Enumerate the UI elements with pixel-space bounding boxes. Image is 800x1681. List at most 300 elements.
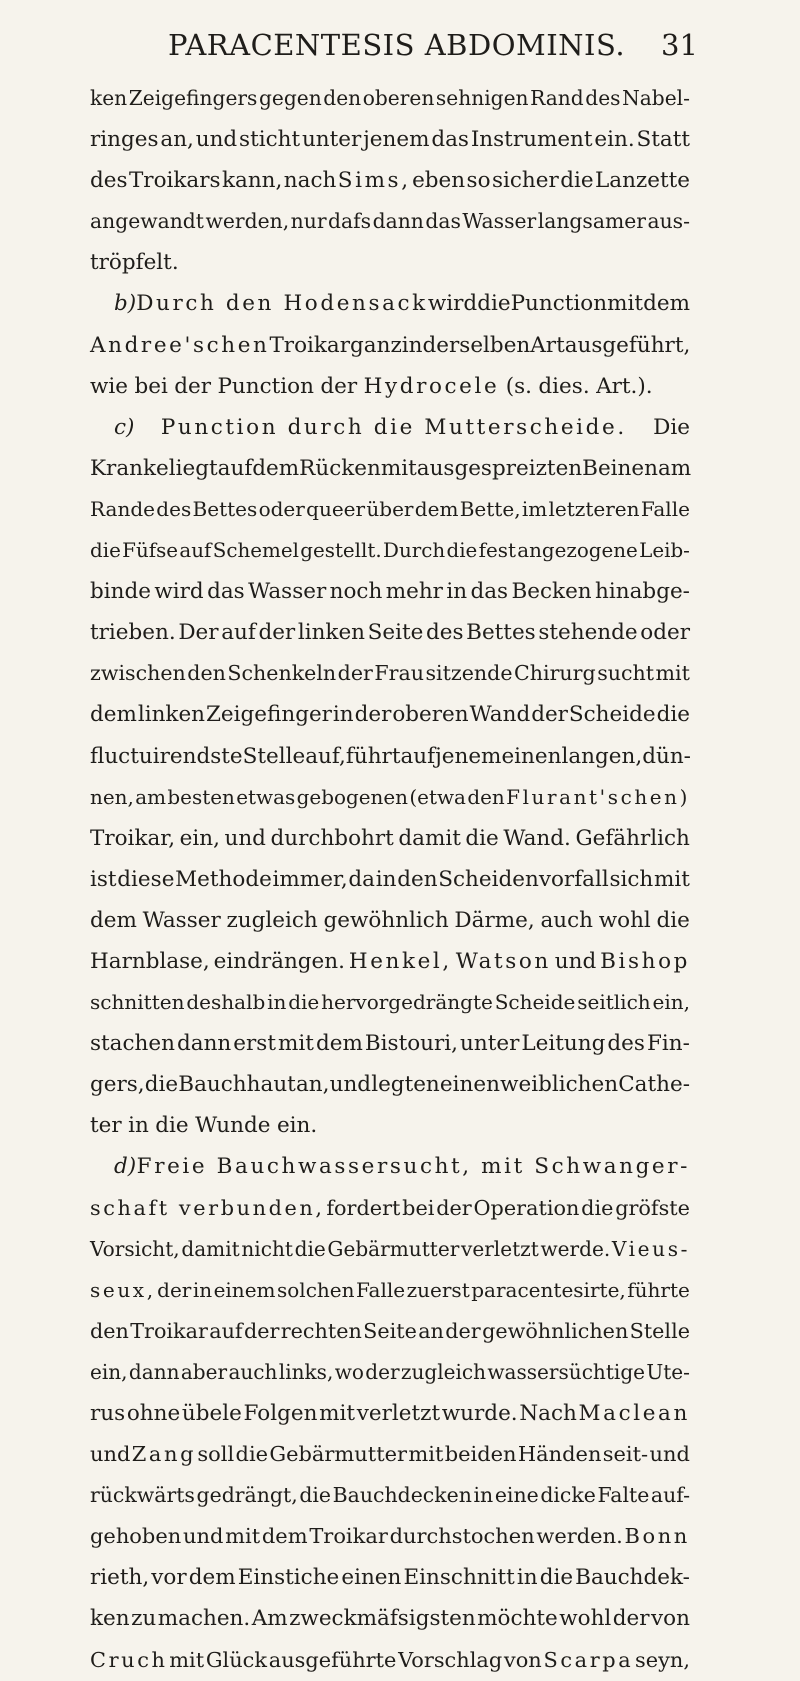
word: auf	[217, 455, 253, 481]
word: angewandt	[90, 209, 204, 234]
word: gegen	[258, 86, 322, 110]
word: Durch	[383, 539, 446, 563]
word: machen.	[157, 1606, 251, 1632]
word: mehr	[385, 579, 443, 605]
word: Händen	[517, 1442, 602, 1467]
word: Leitung	[521, 1031, 606, 1057]
word: gers,	[90, 1072, 145, 1098]
word: die	[560, 168, 594, 194]
word: linken	[297, 620, 366, 646]
word: am	[135, 784, 167, 809]
word: Rand	[530, 86, 584, 110]
word: Seite	[367, 620, 424, 646]
word: diese	[117, 866, 175, 892]
word: des	[425, 620, 464, 646]
text-line	[90, 818, 690, 859]
word: des	[585, 86, 621, 110]
word: dicke	[540, 1483, 596, 1508]
word: Art	[530, 332, 565, 358]
word: Bette,	[459, 496, 521, 521]
word: Därme,	[454, 907, 535, 933]
word: da	[348, 866, 375, 892]
word: der	[258, 620, 296, 646]
word: seitlich	[577, 990, 651, 1015]
word: dem	[188, 1565, 236, 1591]
text-line	[90, 1516, 690, 1557]
word: in	[267, 990, 287, 1015]
word: Nabel-	[622, 86, 690, 110]
word: die	[446, 539, 478, 563]
word: Operation	[473, 1195, 580, 1220]
word: Punction durch die Mutterscheide.	[160, 414, 627, 440]
text-line	[90, 78, 690, 119]
word: in	[332, 702, 354, 728]
text-line	[90, 1023, 690, 1064]
word: Scheide	[568, 702, 656, 728]
word: Falte	[597, 1483, 650, 1508]
word: einen	[501, 743, 562, 769]
word: Einschnitt	[403, 1565, 515, 1591]
text-line	[90, 612, 690, 653]
word: derselben	[422, 332, 531, 358]
word: langsamer	[537, 209, 646, 234]
word: auf	[221, 620, 256, 646]
word: tröpfelt.	[90, 250, 179, 276]
word: Art.).	[596, 373, 653, 399]
word: übele	[181, 1401, 242, 1426]
word: wurde.	[441, 1401, 518, 1426]
word: dem	[90, 702, 137, 728]
word: gröfste	[615, 1195, 690, 1220]
word: Troikar	[269, 332, 351, 358]
word: ganz	[350, 332, 402, 358]
word: möchte	[477, 1606, 558, 1632]
word: wie	[90, 373, 129, 399]
word: jenem	[363, 127, 430, 153]
word: die	[155, 1113, 189, 1139]
word: (etwa	[409, 784, 466, 809]
word: seux,	[90, 1277, 156, 1302]
word: unter	[460, 1031, 520, 1057]
word: dann	[128, 1359, 180, 1384]
word: ringes	[90, 127, 159, 153]
word: dün-	[642, 743, 691, 769]
word: den	[467, 784, 505, 809]
word: das	[425, 209, 461, 234]
word: Rücken	[299, 455, 381, 481]
word: damit	[181, 1236, 240, 1261]
word: hinabge-	[595, 579, 690, 605]
word: gewöhnlich	[323, 907, 449, 933]
word: gewöhnlichen	[482, 1318, 629, 1343]
word: der	[354, 702, 392, 728]
word: Falle	[356, 1277, 406, 1302]
text-line	[90, 448, 690, 489]
word: mit	[654, 866, 690, 892]
word: Vorschlag	[398, 1647, 503, 1672]
word: stehende	[538, 620, 638, 646]
word: eben	[412, 168, 466, 194]
word: mit	[169, 1647, 205, 1672]
word: unter	[301, 127, 362, 153]
word: im	[521, 496, 548, 521]
word: Watson	[455, 948, 551, 974]
word: rechten	[280, 1318, 362, 1343]
word: Kranke	[90, 455, 169, 481]
word: am	[657, 455, 692, 481]
word: die	[288, 990, 320, 1015]
word: Bauchhaut	[178, 1072, 296, 1098]
word: Folgen	[243, 1401, 318, 1426]
word: dem	[261, 1524, 308, 1549]
word: einen	[341, 1565, 402, 1591]
word: die	[477, 291, 511, 317]
text-line	[90, 1393, 690, 1434]
word: den	[397, 866, 438, 892]
word: Cathe-	[618, 1072, 690, 1098]
word: jenem	[435, 743, 502, 769]
word: letzteren	[548, 496, 640, 521]
word: zweckmäfsigsten	[289, 1606, 476, 1632]
word: (s.	[505, 373, 532, 399]
word: zwischen	[90, 661, 186, 686]
word: Troikar	[309, 1524, 388, 1549]
word: auf-	[650, 1483, 690, 1508]
word: auch	[228, 1359, 278, 1384]
word: von	[651, 1606, 690, 1632]
word: queer	[306, 496, 366, 521]
word: solchen	[276, 1277, 355, 1302]
word: legten	[371, 1072, 440, 1098]
word: hervorgedrängte	[321, 990, 493, 1015]
word: die	[465, 825, 499, 851]
word: mit	[607, 291, 644, 317]
word: in	[446, 579, 468, 605]
word: oder	[640, 620, 690, 646]
word: führt	[345, 743, 401, 769]
word: eindrängen.	[213, 948, 345, 974]
word: liegt	[168, 455, 218, 481]
word: nur	[290, 209, 327, 234]
word: Scarpa	[543, 1647, 634, 1672]
word: aus-	[647, 209, 690, 234]
text-line	[90, 1598, 690, 1639]
word: Leib-	[639, 539, 690, 563]
word: das	[431, 127, 469, 153]
word: Wand	[469, 702, 531, 728]
word: Statt	[636, 127, 690, 153]
word: die	[299, 1483, 332, 1508]
word: Maclean	[578, 1401, 690, 1426]
word: und	[224, 825, 266, 851]
word: links,	[278, 1359, 334, 1384]
word: auf	[400, 743, 436, 769]
word: Am	[251, 1606, 288, 1632]
word: bei	[402, 1195, 435, 1220]
word: Stelle	[629, 1318, 690, 1343]
word: oberen	[362, 86, 435, 110]
word: b)	[114, 291, 137, 317]
word: dem	[315, 1031, 363, 1057]
word: oder	[258, 496, 305, 521]
text-line	[90, 1229, 690, 1270]
word: zugleich	[226, 907, 318, 933]
word: der	[365, 1359, 400, 1384]
word: Becken	[511, 579, 592, 605]
word: Scheidenvorfall	[438, 866, 609, 892]
word: Gebärmutter	[327, 1236, 460, 1261]
word: der	[337, 661, 373, 686]
body-text	[90, 78, 690, 1681]
text-line	[90, 160, 690, 201]
text-line	[90, 1640, 690, 1681]
word: Henkel,	[348, 948, 452, 974]
word: Bistouri,	[364, 1031, 458, 1057]
word: trieben.	[90, 620, 176, 646]
word: fest	[478, 539, 516, 563]
word: ken	[90, 1606, 130, 1632]
word: einen	[439, 1072, 500, 1098]
word: mit	[408, 1442, 444, 1467]
word: aber	[180, 1359, 228, 1384]
word: Chirurg	[514, 661, 596, 686]
word: dem	[643, 291, 690, 317]
word: Bettes	[192, 496, 258, 521]
word: Nach	[519, 1401, 577, 1426]
word: dem	[252, 455, 300, 481]
word: des	[90, 168, 128, 194]
word: auf	[209, 1318, 243, 1343]
word: Der	[178, 620, 219, 646]
word: ohne	[126, 1401, 181, 1426]
word: die	[235, 1442, 269, 1467]
word: den	[90, 1318, 129, 1343]
word: Schenkeln	[227, 661, 337, 686]
word: beiden	[444, 1442, 517, 1467]
word: Stelle	[242, 743, 306, 769]
word: seyn,	[635, 1647, 690, 1672]
word: werde.	[540, 1236, 611, 1261]
word: in	[192, 1277, 213, 1302]
word: Vieus-	[611, 1236, 690, 1261]
word: die	[294, 1236, 326, 1261]
word: mit	[278, 1031, 314, 1057]
word: nicht	[241, 1236, 293, 1261]
word: ausgeführt,	[564, 332, 691, 358]
word: Falle	[640, 496, 690, 521]
word: fordert	[326, 1195, 401, 1220]
word: dann	[176, 1031, 232, 1057]
word: Wasser	[142, 907, 221, 933]
word: den	[323, 86, 362, 110]
word: noch	[329, 579, 383, 605]
word: zuerst	[406, 1277, 470, 1302]
word: eine	[494, 1483, 539, 1508]
word: ein,	[90, 1359, 128, 1384]
word: die	[656, 702, 690, 728]
word: und	[554, 948, 597, 974]
text-line	[90, 900, 690, 941]
word: stachen	[90, 1031, 175, 1057]
text-line	[90, 1557, 690, 1598]
word: gebogenen	[296, 784, 409, 809]
word: Rande	[90, 496, 156, 521]
word: der	[531, 702, 568, 728]
word: ist	[90, 866, 117, 892]
word: weiblichen	[500, 1072, 619, 1098]
word: Harnblase,	[90, 948, 210, 974]
text-line	[90, 1064, 690, 1105]
word: des	[607, 1031, 645, 1057]
text-line	[90, 653, 690, 694]
word: immer,	[272, 866, 348, 892]
word: Hydrocele	[363, 373, 500, 399]
word: dafs	[328, 209, 372, 234]
text-line	[90, 859, 690, 900]
word: oberen	[392, 702, 469, 728]
word: Vorsicht,	[90, 1236, 180, 1261]
word: d)	[114, 1154, 137, 1180]
word: rus	[90, 1401, 126, 1426]
word: schaft verbunden,	[90, 1195, 325, 1220]
word: sticht	[239, 127, 301, 153]
word: und	[649, 1442, 690, 1467]
word: Zang	[131, 1442, 197, 1467]
word: Freie Bauchwassersucht, mit Schwanger-	[136, 1154, 690, 1180]
word: nach	[283, 168, 337, 194]
text-line	[90, 242, 690, 283]
word: die	[90, 539, 121, 563]
word: Sims,	[337, 168, 411, 194]
word: ein,	[652, 990, 690, 1015]
word: mit	[655, 661, 690, 686]
word: werden.	[536, 1524, 623, 1549]
word: mit	[225, 1524, 261, 1549]
word: gestellt.	[300, 539, 382, 563]
word: Flurant'schen)	[506, 784, 690, 809]
word: Glück	[205, 1647, 268, 1672]
text-line	[90, 366, 690, 407]
word: durchstochen	[389, 1524, 535, 1549]
word: Zeigefinger	[205, 702, 332, 728]
word: über	[366, 496, 414, 521]
text-line	[90, 530, 690, 571]
word: zu	[131, 1606, 157, 1632]
word: wohl	[559, 1606, 612, 1632]
word: das	[207, 579, 245, 605]
word: seit-	[602, 1442, 649, 1467]
word: Wand.	[503, 825, 571, 851]
word: Gebärmutter	[269, 1442, 408, 1467]
word: durchbohrt	[270, 825, 394, 851]
word: auf	[179, 539, 212, 563]
word: Zeigefingers	[128, 86, 258, 110]
word: gedrängt,	[196, 1483, 298, 1508]
word: wohl	[598, 907, 651, 933]
word: dem	[414, 496, 459, 521]
word: Instrument	[470, 127, 593, 153]
word: der	[174, 373, 212, 399]
word: sich	[609, 866, 654, 892]
word: die	[539, 1565, 574, 1591]
word: dem	[90, 907, 137, 933]
word: ein.	[276, 1113, 318, 1139]
word: mit	[380, 455, 417, 481]
word: sucht	[597, 661, 655, 686]
text-line	[90, 1434, 690, 1475]
word: Wunde	[195, 1113, 271, 1139]
word: wo	[334, 1359, 364, 1384]
word: Andree'schen	[90, 332, 270, 358]
word: Ute-	[646, 1359, 690, 1384]
word: die	[144, 1072, 179, 1098]
text-line	[90, 694, 690, 735]
word: Bauchdek-	[575, 1565, 690, 1591]
word: Schemel	[212, 539, 299, 563]
word: damit	[398, 825, 461, 851]
text-line	[90, 777, 690, 818]
word: Bonn	[624, 1524, 690, 1549]
word: in	[375, 866, 397, 892]
word: erst	[233, 1031, 276, 1057]
word: c)	[114, 414, 135, 440]
word: verletzt	[460, 1236, 539, 1261]
word: mit	[319, 1401, 356, 1426]
word: ,	[635, 743, 643, 769]
text-line	[90, 1475, 690, 1516]
word: Fin-	[646, 1031, 690, 1057]
text-line	[90, 982, 690, 1023]
word: wird	[154, 579, 204, 605]
word: bei	[134, 373, 168, 399]
word: schnitten	[90, 990, 185, 1015]
word: deshalb	[186, 990, 266, 1015]
word: der	[612, 1606, 650, 1632]
text-line	[90, 325, 690, 366]
word: der	[445, 1318, 481, 1343]
word: sitzende	[425, 661, 513, 686]
text-line	[90, 201, 690, 242]
word: besten	[167, 784, 235, 809]
text-line	[90, 407, 690, 448]
word: binde	[90, 579, 151, 605]
word: sehnigen	[435, 86, 529, 110]
running-title: PARACENTESIS ABDOMINIS.	[168, 28, 626, 62]
text-line	[90, 941, 690, 982]
word: in	[401, 332, 423, 358]
word: Frau	[374, 661, 424, 686]
word: so	[466, 168, 491, 194]
word: rückwärts	[90, 1483, 195, 1508]
word: wird	[427, 291, 478, 317]
page-header	[0, 22, 800, 62]
text-line	[90, 1270, 690, 1311]
word: an,	[160, 127, 194, 153]
word: auf,	[305, 743, 346, 769]
word: Punction	[510, 291, 608, 317]
text-line	[90, 1352, 690, 1393]
word: Wasser	[462, 209, 537, 234]
word: langen	[561, 743, 636, 769]
word: dies.	[538, 373, 590, 399]
word: in	[473, 1483, 494, 1508]
word: Die	[653, 414, 690, 440]
word: Füfse	[122, 539, 179, 563]
word: die	[581, 1195, 614, 1220]
word: gehoben	[90, 1524, 182, 1549]
word: sicher	[491, 168, 559, 194]
word: Punction	[217, 373, 314, 399]
